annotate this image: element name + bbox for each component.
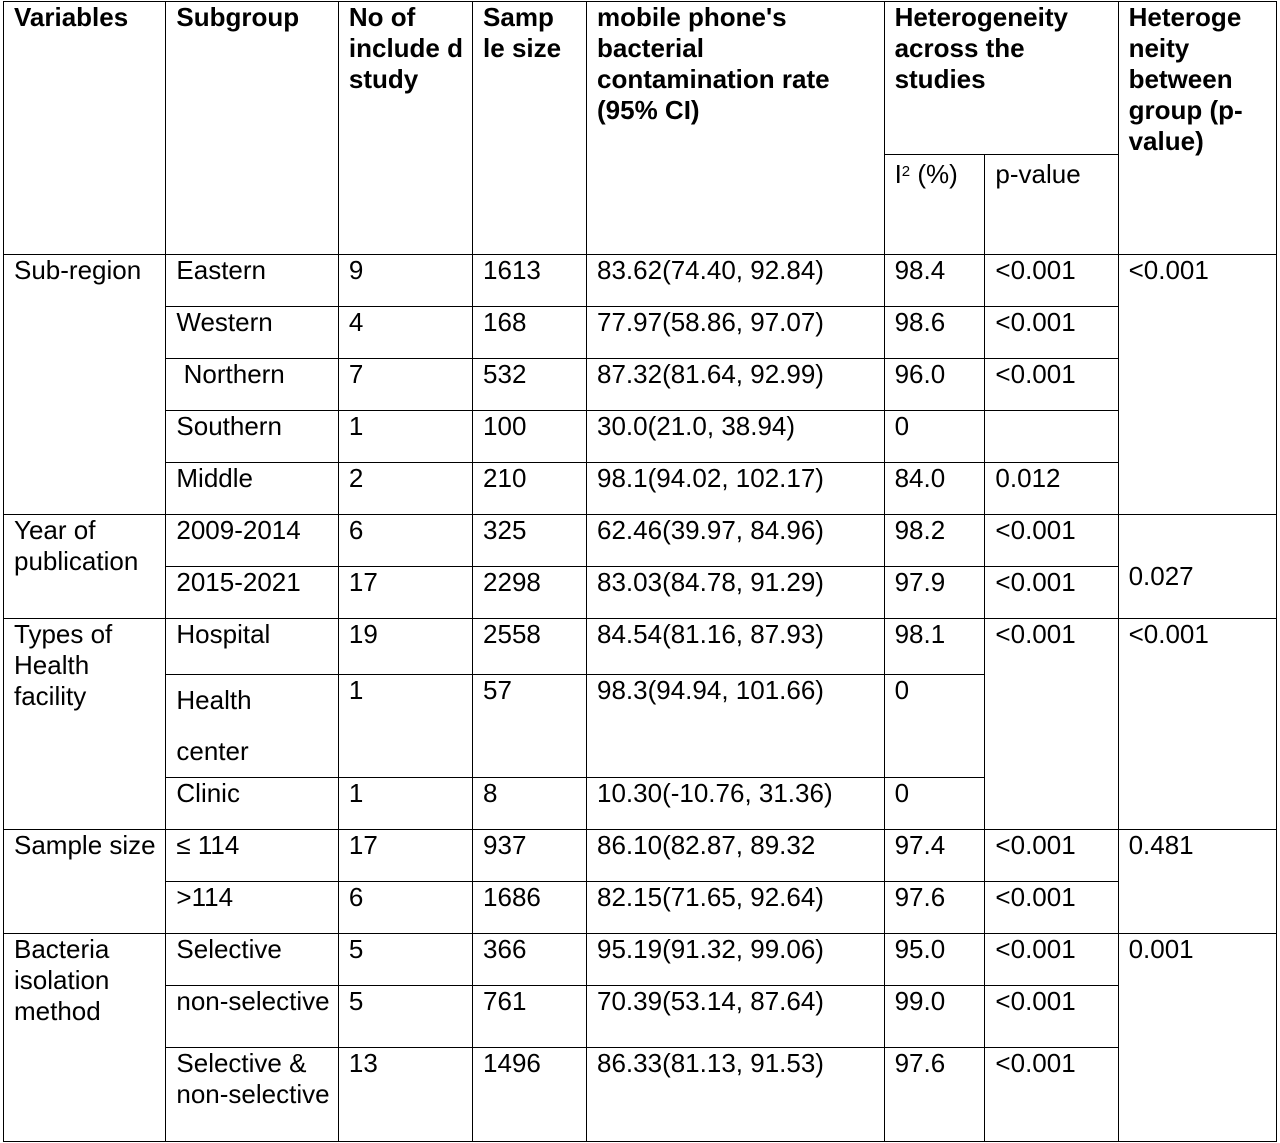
sample-size-cell: 937 [473, 830, 587, 882]
table-row [4, 882, 1277, 934]
study-count-cell: 13 [338, 1048, 472, 1142]
i2-cell: 97.6 [884, 1048, 985, 1142]
subgroup-cell: Western [166, 307, 338, 359]
pvalue-cell: <0.001 [985, 830, 1118, 882]
pvalue-cell: <0.001 [985, 619, 1118, 830]
pvalue-cell: <0.001 [985, 255, 1118, 307]
table-row [4, 411, 1277, 463]
i2-cell: 0 [884, 778, 985, 830]
header-subgroup: Subgroup [166, 2, 338, 255]
i2-cell: 98.4 [884, 255, 985, 307]
i2-cell: 98.2 [884, 515, 985, 567]
i2-cell: 96.0 [884, 359, 985, 411]
between-pvalue-cell: <0.001 [1118, 619, 1276, 830]
i2-cell: 0 [884, 411, 985, 463]
study-count-cell: 17 [338, 830, 472, 882]
header-heterogeneity-between: Heteroge neity between group (p-value) [1118, 2, 1276, 255]
subgroup-cell: >114 [166, 882, 338, 934]
study-count-cell: 5 [338, 986, 472, 1048]
subgroup-cell: Hospital [166, 619, 338, 675]
i2-cell: 0 [884, 675, 985, 778]
pvalue-cell: <0.001 [985, 567, 1118, 619]
subgroup-cell: Health center [166, 675, 338, 778]
subgroup-cell: Eastern [166, 255, 338, 307]
sample-size-cell: 1613 [473, 255, 587, 307]
table-row [4, 359, 1277, 411]
pvalue-cell [985, 411, 1118, 463]
group-label: Sub-region [4, 255, 166, 515]
sample-size-cell: 761 [473, 986, 587, 1048]
study-count-cell: 17 [338, 567, 472, 619]
sample-size-cell: 8 [473, 778, 587, 830]
study-count-cell: 6 [338, 882, 472, 934]
subgroup-cell: Selective & non-selective [166, 1048, 338, 1142]
subgroup-cell: 2015-2021 [166, 567, 338, 619]
between-pvalue-cell: <0.001 [1118, 255, 1276, 515]
pvalue-cell: 0.012 [985, 463, 1118, 515]
rate-cell: 86.33(81.13, 91.53) [587, 1048, 885, 1142]
study-count-cell: 4 [338, 307, 472, 359]
sample-size-cell: 100 [473, 411, 587, 463]
sample-size-cell: 57 [473, 675, 587, 778]
subgroup-cell: Middle [166, 463, 338, 515]
subgroup-cell: 2009-2014 [166, 515, 338, 567]
sample-size-cell: 1686 [473, 882, 587, 934]
table-row [4, 463, 1277, 515]
sample-size-cell: 210 [473, 463, 587, 515]
rate-cell: 98.3(94.94, 101.66) [587, 675, 885, 778]
header-no-of-study: No of include d study [338, 2, 472, 255]
subgroup-cell: Clinic [166, 778, 338, 830]
group-label: Year of publication [4, 515, 166, 619]
between-pvalue-cell: 0.027 [1118, 515, 1276, 619]
sample-size-cell: 366 [473, 934, 587, 986]
group-label: Sample size [4, 830, 166, 934]
subgroup-cell: ≤ 114 [166, 830, 338, 882]
rate-cell: 86.10(82.87, 89.32 [587, 830, 885, 882]
i2-cell: 97.9 [884, 567, 985, 619]
table-row [4, 619, 1277, 675]
header-row [4, 2, 1277, 155]
sample-size-cell: 2298 [473, 567, 587, 619]
i2-cell: 99.0 [884, 986, 985, 1048]
i2-cell: 98.1 [884, 619, 985, 675]
i2-cell: 97.4 [884, 830, 985, 882]
rate-cell: 82.15(71.65, 92.64) [587, 882, 885, 934]
study-count-cell: 1 [338, 411, 472, 463]
rate-cell: 30.0(21.0, 38.94) [587, 411, 885, 463]
rate-cell: 83.62(74.40, 92.84) [587, 255, 885, 307]
rate-cell: 84.54(81.16, 87.93) [587, 619, 885, 675]
table-row [4, 307, 1277, 359]
table-row [4, 830, 1277, 882]
rate-cell: 77.97(58.86, 97.07) [587, 307, 885, 359]
study-count-cell: 7 [338, 359, 472, 411]
table-row [4, 515, 1277, 567]
table-row [4, 567, 1277, 619]
subgroup-analysis-table [3, 1, 1277, 1142]
subgroup-cell: non-selective [166, 986, 338, 1048]
group-label: Bacteria isolation method [4, 934, 166, 1142]
study-count-cell: 5 [338, 934, 472, 986]
table-row [4, 934, 1277, 986]
group-label: Types of Health facility [4, 619, 166, 830]
rate-cell: 83.03(84.78, 91.29) [587, 567, 885, 619]
rate-cell: 98.1(94.02, 102.17) [587, 463, 885, 515]
table-row [4, 1048, 1277, 1142]
study-count-cell: 1 [338, 675, 472, 778]
subgroup-cell: Selective [166, 934, 338, 986]
rate-cell: 62.46(39.97, 84.96) [587, 515, 885, 567]
rate-cell: 87.32(81.64, 92.99) [587, 359, 885, 411]
between-pvalue-cell: 0.481 [1118, 830, 1276, 934]
i2-cell: 97.6 [884, 882, 985, 934]
subgroup-cell: Southern [166, 411, 338, 463]
pvalue-cell: <0.001 [985, 934, 1118, 986]
study-count-cell: 1 [338, 778, 472, 830]
sample-size-cell: 325 [473, 515, 587, 567]
header-contamination-rate: mobile phone's bacterial contamination rate (95% CI) [587, 2, 885, 255]
sample-size-cell: 168 [473, 307, 587, 359]
study-count-cell: 19 [338, 619, 472, 675]
header-pvalue: p-value [985, 155, 1118, 255]
header-heterogeneity-across: Heterogeneity across the studies [884, 2, 1118, 155]
between-pvalue-cell: 0.001 [1118, 934, 1276, 1142]
sample-size-cell: 1496 [473, 1048, 587, 1142]
pvalue-cell: <0.001 [985, 882, 1118, 934]
table-row [4, 255, 1277, 307]
pvalue-cell: <0.001 [985, 1048, 1118, 1142]
rate-cell: 10.30(-10.76, 31.36) [587, 778, 885, 830]
study-count-cell: 9 [338, 255, 472, 307]
study-count-cell: 6 [338, 515, 472, 567]
i2-cell: 95.0 [884, 934, 985, 986]
header-sample-size: Samp le size [473, 2, 587, 255]
pvalue-cell: <0.001 [985, 307, 1118, 359]
study-count-cell: 2 [338, 463, 472, 515]
pvalue-cell: <0.001 [985, 359, 1118, 411]
sample-size-cell: 532 [473, 359, 587, 411]
i2-cell: 98.6 [884, 307, 985, 359]
rate-cell: 70.39(53.14, 87.64) [587, 986, 885, 1048]
table-row [4, 986, 1277, 1048]
sample-size-cell: 2558 [473, 619, 587, 675]
pvalue-cell: <0.001 [985, 986, 1118, 1048]
header-variables: Variables [4, 2, 166, 255]
rate-cell: 95.19(91.32, 99.06) [587, 934, 885, 986]
i2-cell: 84.0 [884, 463, 985, 515]
header-i2: $I^2$ (%) [884, 155, 985, 255]
subgroup-cell: Northern [166, 359, 338, 411]
pvalue-cell: <0.001 [985, 515, 1118, 567]
